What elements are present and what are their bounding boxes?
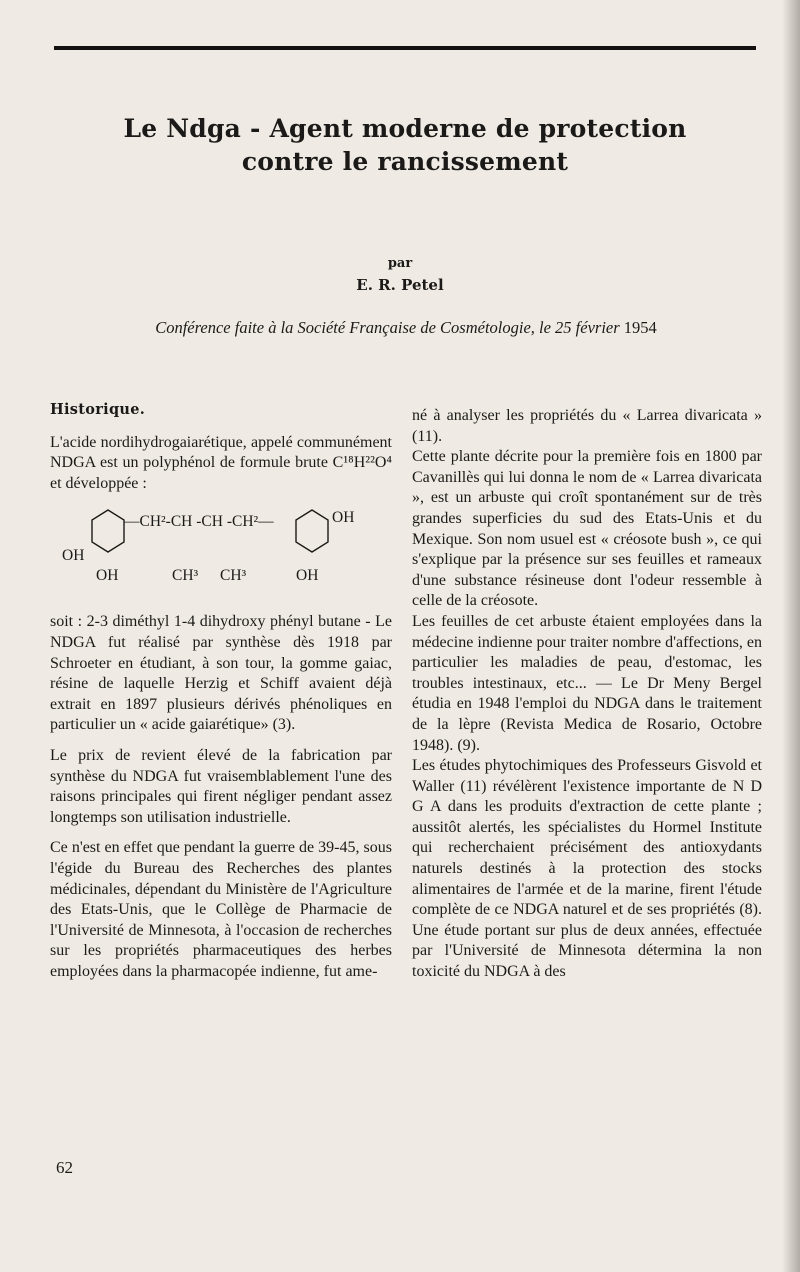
paragraph: Cette plante décrite pour la première fois en 1800 par Cavanillès qui lui donna le nom de « Larrea divaricata », est un arbuste qui croît spontanément sur de très grandes superficies du sud des Etats-Unis et du Mexique. Son nom usuel est « créosote bush », ce qui s'explique par la présence sur ses feuilles et rameaux d'une substance résineuse dont l'odeur ressemble à celle de la créosote. bbox=[412, 448, 762, 610]
conference-text: Conférence faite à la Société Française de Cosmétologie, le 25 février bbox=[155, 318, 620, 337]
left-column bbox=[50, 400, 392, 992]
paragraph: Ce n'est en effet que pendant la guerre de 39-45, sous l'égide du Bureau des Recherches des plantes médicinales, dépendant du Ministère de l'Agriculture des Etats-Unis, que le Collège de Pharmacie de l'Université de Minnesota, à l'occasion de recherches sur les propriétés pharmaceutiques des herbes employées dans la pharmacopée indienne, fut ame- bbox=[50, 839, 392, 980]
page-number: 62 bbox=[56, 1158, 73, 1177]
formula-ch3-a: CH³ bbox=[172, 567, 199, 585]
formula-oh-bottom-left: OH bbox=[96, 567, 119, 585]
conference-note bbox=[56, 318, 756, 338]
top-rule bbox=[54, 46, 756, 50]
formula-chain: —CH²-CH -CH -CH²— bbox=[124, 513, 274, 531]
article-title bbox=[40, 112, 770, 178]
chemical-formula bbox=[50, 496, 392, 608]
formula-oh-top-right: OH bbox=[332, 509, 355, 527]
right-column bbox=[412, 406, 762, 983]
page-edge-shadow bbox=[782, 0, 800, 1272]
paragraph: soit : 2-3 diméthyl 1-4 dihydroxy phényl butane - Le NDGA fut réalisé par synthèse dès 1918 par Schroeter en étudiant, à son tour, la gomme gaiac, résine de laquelle Herzig et Schiff avaient déjà extrait en 1897 plusieurs dérivés phénoliques en particulier un « acide gaiarétique» (3). bbox=[50, 613, 392, 734]
section-heading: Historique. bbox=[50, 401, 146, 418]
paragraph: Les feuilles de cet arbuste étaient employées dans la médecine indienne pour traiter nombre d'affections, en particulier les maladies de peau, d'estomac, les troubles intestinaux, etc... — Le Dr Meny Bergel étudia en 1948 l'emploi du NDGA dans le traitement de la lèpre (Revista Medica de Rosario, Octobre 1948). (9). bbox=[412, 612, 762, 754]
title-line-1: Le Ndga - Agent moderne de protection bbox=[123, 114, 687, 143]
byline-par: par bbox=[387, 256, 413, 271]
paragraph: né à analyser les propriétés du « Larrea divaricata » (11). bbox=[412, 407, 762, 445]
paragraph: L'acide nordihydrogaiarétique, appelé communément NDGA est un polyphénol de formule brute C¹⁸H²²O⁴ et développée : bbox=[50, 433, 392, 492]
title-line-2: contre le rancissement bbox=[241, 147, 569, 176]
formula-ch3-b: CH³ bbox=[220, 567, 247, 585]
conference-year: 1954 bbox=[623, 318, 657, 337]
paragraph: Le prix de revient élevé de la fabrication par synthèse du NDGA fut vraisemblablement l'une des raisons principales qui firent négliger pendant assez longtemps son utilisation industrielle. bbox=[50, 746, 392, 826]
author-name: E. R. Petel bbox=[356, 276, 444, 294]
formula-oh-bottom-right: OH bbox=[296, 567, 319, 585]
paragraph: Les études phytochimiques des Professeurs Gisvold et Waller (11) révélèrent l'existence importante de N D G A dans les produits d'extraction de cette plante ; aussitôt alertés, les spécialistes du Hormel Institute qui recherchaient précisément des antioxydants naturels destinés à la protection des stocks alimentaires de l'armée et de la marine, firent l'étude complète de ce NDGA naturel et de ses propriétés (8). Une étude portant sur plus de deux années, effectuée par l'Université de Minnesota détermina la non toxicité du NDGA à des bbox=[412, 757, 762, 981]
formula-oh-left: OH bbox=[62, 547, 85, 565]
